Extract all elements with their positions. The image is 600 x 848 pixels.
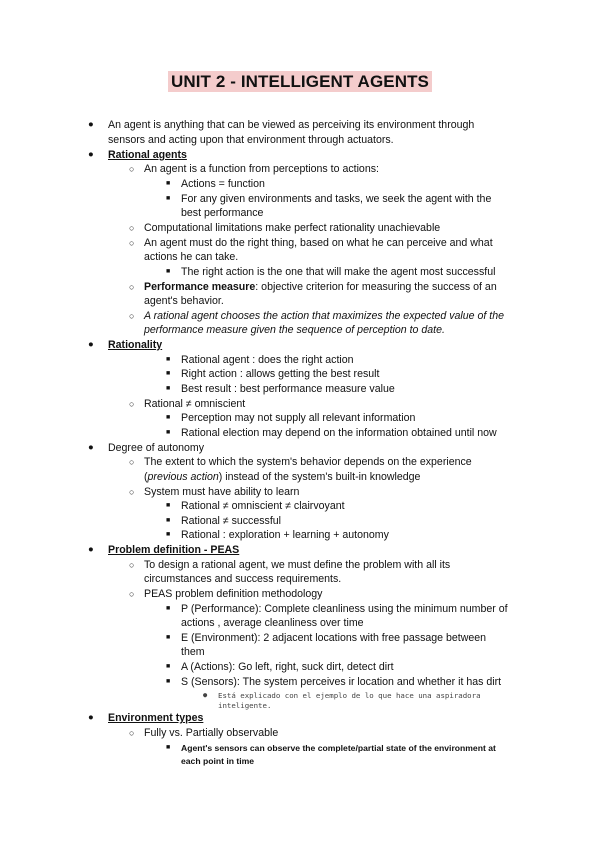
list-item: ■ Right action : allows getting the best result: [166, 368, 380, 380]
list-item-cont: performance measure given the sequence of perception to date.: [144, 324, 445, 336]
list-item: ■ A (Actions): Go left, right, suck dirt, detect dirt: [166, 661, 394, 673]
list-item: ○ To design a rational agent, we must define the problem with all its: [129, 559, 451, 571]
section-heading-rational-agents: ● Rational agents: [88, 149, 187, 161]
list-item: ○ Rational ≠ omniscient: [129, 398, 246, 410]
list-item: ■ Perception may not supply all relevant information: [166, 412, 416, 424]
list-item: ○ A rational agent chooses the action that maximizes the expected value of the: [129, 310, 505, 322]
page-title: UNIT 2 - INTELLIGENT AGENTS: [0, 72, 600, 92]
list-item: ● An agent is anything that can be viewed as perceiving its environment through: [88, 119, 475, 131]
note-item-cont: inteligente.: [218, 701, 272, 710]
list-item-cont: sensors and acting upon that environment through actuators.: [108, 134, 394, 146]
list-item: ■ E (Environment): 2 adjacent locations with free passage between: [166, 632, 487, 644]
list-item-cont: circumstances and success requirements.: [144, 573, 342, 585]
section-heading-rationality: ● Rationality: [88, 339, 163, 351]
list-item: ■ Rational agent : does the right action: [166, 354, 354, 366]
list-item-cont: actions , average cleanliness over time: [181, 617, 364, 629]
section-heading-peas: ● Problem definition - PEAS: [88, 544, 240, 556]
list-item: ○ Fully vs. Partially observable: [129, 727, 279, 739]
list-item-cont: (previous action) instead of the system's built-in knowledge: [144, 471, 421, 483]
list-item: ○ System must have ability to learn: [129, 486, 300, 498]
list-item: ■ For any given environments and tasks, we seek the agent with the: [166, 193, 492, 205]
list-item: ○ Performance measure: objective criterion for measuring the success of an: [129, 281, 497, 293]
list-item: ■ Rational ≠ successful: [166, 515, 282, 527]
list-item: ■ Agent's sensors can observe the complete/partial state of the environment at: [166, 743, 496, 753]
list-item: ■ Rational ≠ omniscient ≠ clairvoyant: [166, 500, 345, 512]
list-item: ■ P (Performance): Complete cleanliness using the minimum number of: [166, 603, 508, 615]
list-item: ■ Best result : best performance measure value: [166, 383, 395, 395]
list-item: ○ PEAS problem definition methodology: [129, 588, 323, 600]
list-item: ○ An agent is a function from perceptions to actions:: [129, 163, 379, 175]
list-item: ○ Computational limitations make perfect rationality unachievable: [129, 222, 441, 234]
section-heading-autonomy: ● Degree of autonomy: [88, 442, 204, 454]
list-item: ■ Rational election may depend on the information obtained until now: [166, 427, 497, 439]
list-item: ■ The right action is the one that will make the agent most successful: [166, 266, 496, 278]
note-item: ● Está explicado con el ejemplo de lo que hace una aspiradora: [203, 691, 481, 700]
list-item-cont: them: [181, 646, 205, 658]
list-item: ■ Rational : exploration + learning + autonomy: [166, 529, 389, 541]
list-item-cont: best performance: [181, 207, 264, 219]
list-item-cont: actions he can take.: [144, 251, 239, 263]
list-item-cont: agent's behavior.: [144, 295, 224, 307]
list-item-cont: each point in time: [181, 756, 255, 766]
list-item: ■ Actions = function: [166, 178, 265, 190]
list-item: ■ S (Sensors): The system perceives ir location and whether it has dirt: [166, 676, 502, 688]
section-heading-environment-types: ● Environment types: [88, 712, 204, 724]
list-item: ○ The extent to which the system's behavior depends on the experience: [129, 456, 472, 468]
list-item: ○ An agent must do the right thing, based on what he can perceive and what: [129, 237, 493, 249]
